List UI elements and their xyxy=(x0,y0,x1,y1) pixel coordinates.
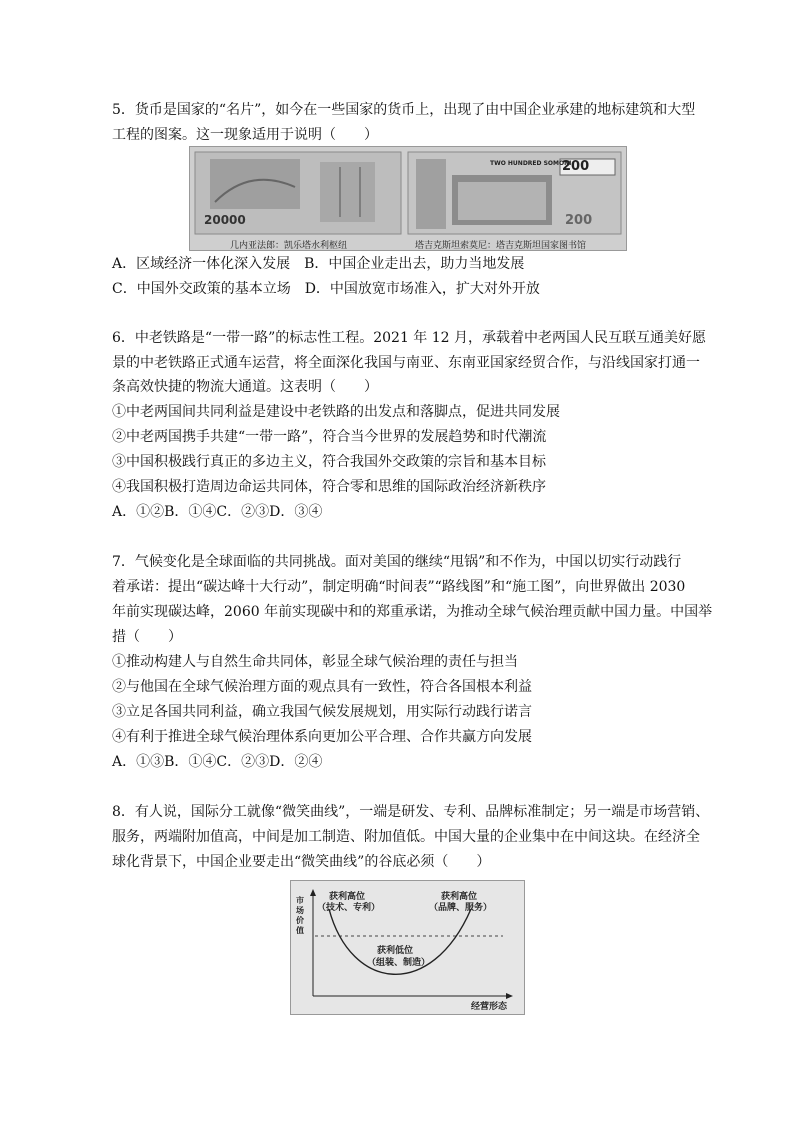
q8-line-3: 球化背景下，中国企业要走出“微笑曲线”的谷底必须（ ） xyxy=(112,854,491,870)
q7-item-1: ①推动构建人与自然生命共同体，彰显全球气候治理的责任与担当 xyxy=(112,654,518,670)
right-banknote-value-bottom: 200 xyxy=(565,213,593,228)
q7-item-2: ②与他国在全球气候治理方面的观点具有一致性，符合各国根本利益 xyxy=(112,679,532,695)
left-banknote-value: 20000 xyxy=(204,213,246,227)
q5-line-2: 工程的图案。这一现象适用于说明（ ） xyxy=(112,127,378,143)
right-high-label: 获利高位 xyxy=(441,892,478,902)
q5-option-line-2: C．中国外交政策的基本立场 D．中国放宽市场准入，扩大对外开放 xyxy=(112,281,540,297)
q6-line-3: 条高效快捷的物流大通道。这表明（ ） xyxy=(112,379,378,395)
q6-item-3: ③中国积极践行真正的多边主义，符合我国外交政策的宗旨和基本目标 xyxy=(112,454,546,470)
q8-line-2: 服务，两端附加值高，中间是加工制造、附加值低。中国大量的企业集中在中间这块。在经济全 xyxy=(112,829,700,845)
left-banknote-caption: 几内亚法郎：凯乐塔水利枢纽 xyxy=(230,241,348,251)
right-banknote-header: TWO HUNDRED SOMONI xyxy=(490,160,572,167)
low-label: 获利低位 xyxy=(377,946,414,956)
banknote-figure xyxy=(189,146,627,251)
y-axis-arrow xyxy=(310,889,316,896)
q6-options: A．①②B．①④C．②③D．③④ xyxy=(112,504,323,520)
q5-line-1: 5．货币是国家的“名片”，如今在一些国家的货币上，出现了由中国企业承建的地标建筑和大型 xyxy=(112,102,696,118)
q6-item-2: ②中老两国携手共建“一带一路”，符合当今世界的发展趋势和时代潮流 xyxy=(112,429,547,445)
right-high-sub: （品牌、服务） xyxy=(429,903,493,913)
q6-line-2: 景的中老铁路正式通车运营，将全面深化我国与南亚、东南亚国家经贸合作，与沿线国家打通一 xyxy=(112,355,700,371)
low-sub: （组装、制造） xyxy=(367,958,431,968)
q7-item-4: ④有利于推进全球气候治理体系向更加公平合理、合作共赢方向发展 xyxy=(112,729,532,745)
q7-line-1: 7．气候变化是全球面临的共同挑战。面对美国的继续“甩锅”和不作为，中国以切实行动践行 xyxy=(112,554,682,570)
x-axis-arrow xyxy=(506,993,513,999)
q6-item-1: ①中老两国间共同利益是建设中老铁路的出发点和落脚点，促进共同发展 xyxy=(112,404,560,420)
q7-line-3: 年前实现碳达峰，2060 年前实现碳中和的郑重承诺，为推动全球气候治理贡献中国力量。中国举 xyxy=(112,604,713,620)
q5-option-line-1: A．区域经济一体化深入发展 B．中国企业走出去，助力当地发展 xyxy=(112,256,525,272)
q6-item-4: ④我国积极打造周边命运共同体，符合零和思维的国际政治经济新秩序 xyxy=(112,479,546,495)
q7-line-2: 着承诺：提出“碳达峰十大行动”，制定明确“时间表”“路线图”和“施工图”，向世界做出 2030 xyxy=(112,579,686,595)
x-axis-label: 经营形态 xyxy=(471,1002,508,1012)
y-axis-label: 市场价值 xyxy=(296,895,304,935)
left-high-sub: （技术、专利） xyxy=(317,903,381,913)
right-banknote-caption: 塔吉克斯坦索莫尼：塔吉克斯坦国家图书馆 xyxy=(415,241,587,251)
q7-options: A．①③B．①④C．②③D．②④ xyxy=(112,754,323,770)
q7-line-4: 措（ ） xyxy=(112,629,182,645)
q7-item-3: ③立足各国共同利益，确立我国气候发展规划，用实际行动践行诺言 xyxy=(112,704,532,720)
q8-line-1: 8．有人说，国际分工就像“微笑曲线”，一端是研发、专利、品牌标准制定；另一端是市场营销、 xyxy=(112,804,710,820)
smile-curve-figure xyxy=(290,880,525,1015)
q6-line-1: 6．中老铁路是“一带一路”的标志性工程。2021 年 12 月，承载着中老两国人民互联互通美好愿 xyxy=(112,330,707,346)
left-high-label: 获利高位 xyxy=(329,892,366,902)
right-banknote-value: 200 xyxy=(562,159,590,174)
